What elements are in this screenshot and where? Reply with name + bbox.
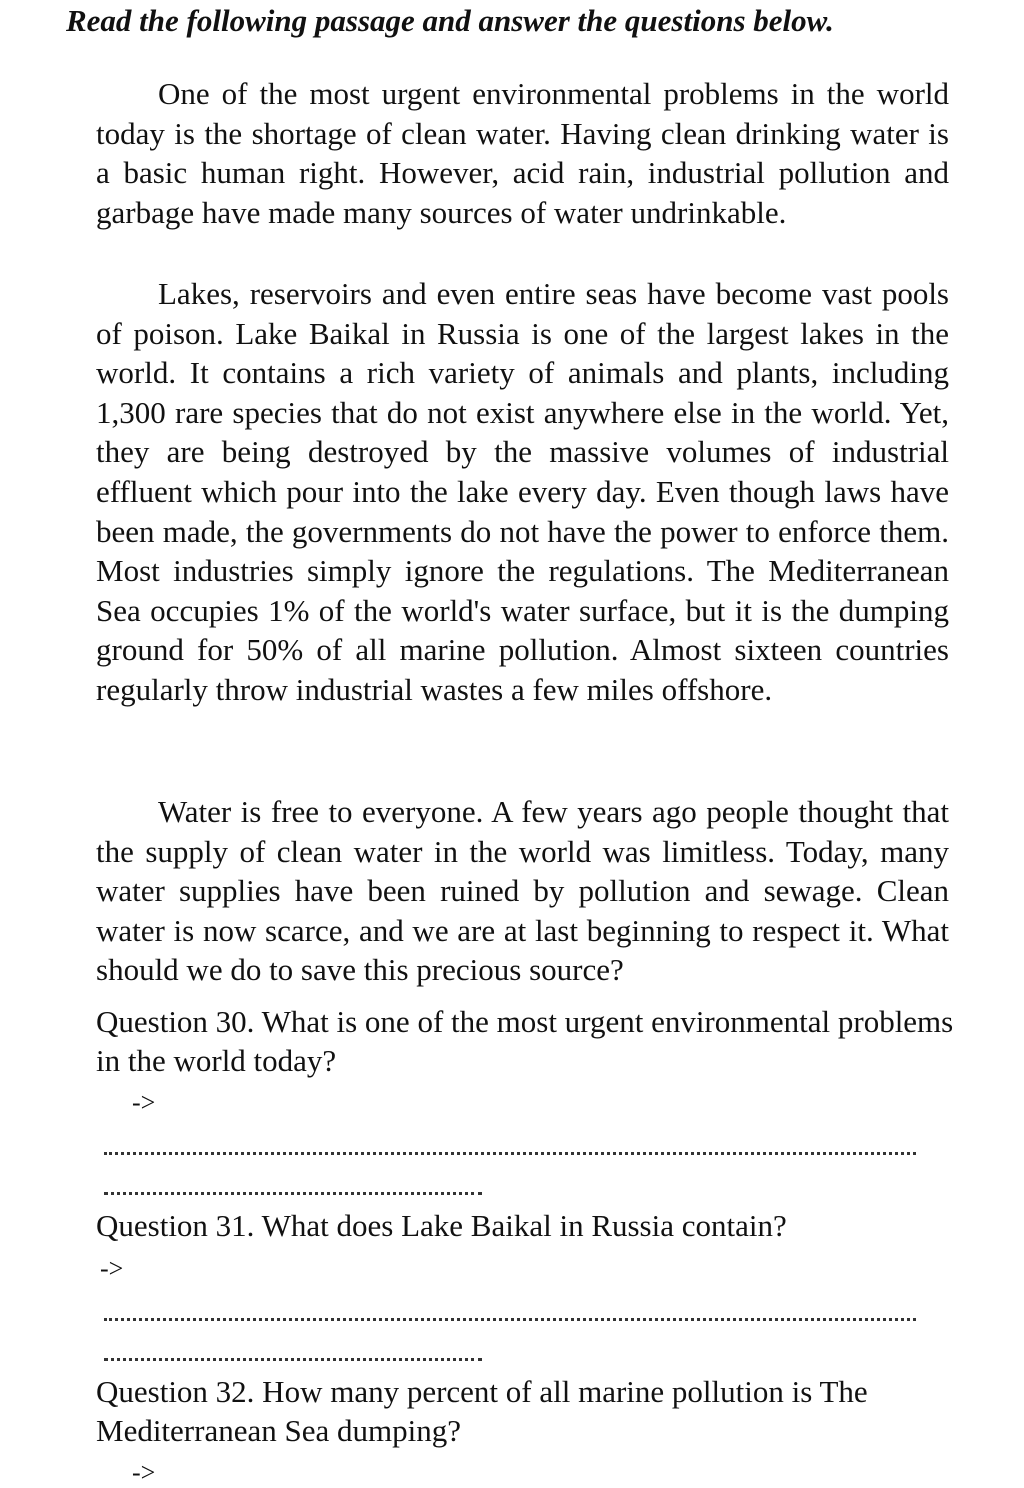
answer-prompt-31: ->	[100, 1254, 124, 1283]
answer-line-31-2	[104, 1358, 482, 1361]
answer-line-30-2	[104, 1192, 482, 1195]
answer-prompt-30: ->	[132, 1088, 156, 1117]
answer-line-30-1	[104, 1152, 916, 1155]
question-30: Question 30. What is one of the most urgent environmental problems in the world today?	[96, 1004, 954, 1078]
question-31: Question 31. What does Lake Baikal in Russia contain?	[96, 1208, 787, 1243]
passage-paragraph-3: Water is free to everyone. A few years ago people thought that the supply of clean water in the world was limitless. Today, many water supplies have been ruined by pollution and sewage. Clean water is now scarce, and we are at last beginning to respect it. What should we do to save this precious source?	[96, 794, 949, 988]
passage-paragraph-1: One of the most urgent environmental problems in the world today is the shortage of clean water. Having clean drinking water is a basic human right. However, acid rain, industrial pollution and garbage have made many sources of water undrinkable.	[96, 76, 949, 230]
answer-line-31-1	[104, 1318, 916, 1321]
answer-prompt-32: ->	[132, 1458, 156, 1487]
instructions-heading: Read the following passage and answer the questions below.	[66, 3, 834, 38]
passage-paragraph-2: Lakes, reservoirs and even entire seas have become vast pools of poison. Lake Baikal in Russia is one of the largest lakes in the world. It contains a rich variety of animals and plants, including 1,300 rare species that do not exist anywhere else in the world. Yet, they are being destroyed by the massive volumes of industrial effluent which pour into the lake every day. Even though laws have been made, the governments do not have the power to enforce them. Most industries simply ignore the regulations. The Mediterranean Sea occupies 1% of the world's water surface, but it is the dumping ground for 50% of all marine pollution. Almost sixteen countries regularly throw industrial wastes a few miles offshore.	[96, 276, 949, 707]
question-32: Question 32. How many percent of all marine pollution is The Mediterranean Sea dumping?	[96, 1374, 868, 1448]
